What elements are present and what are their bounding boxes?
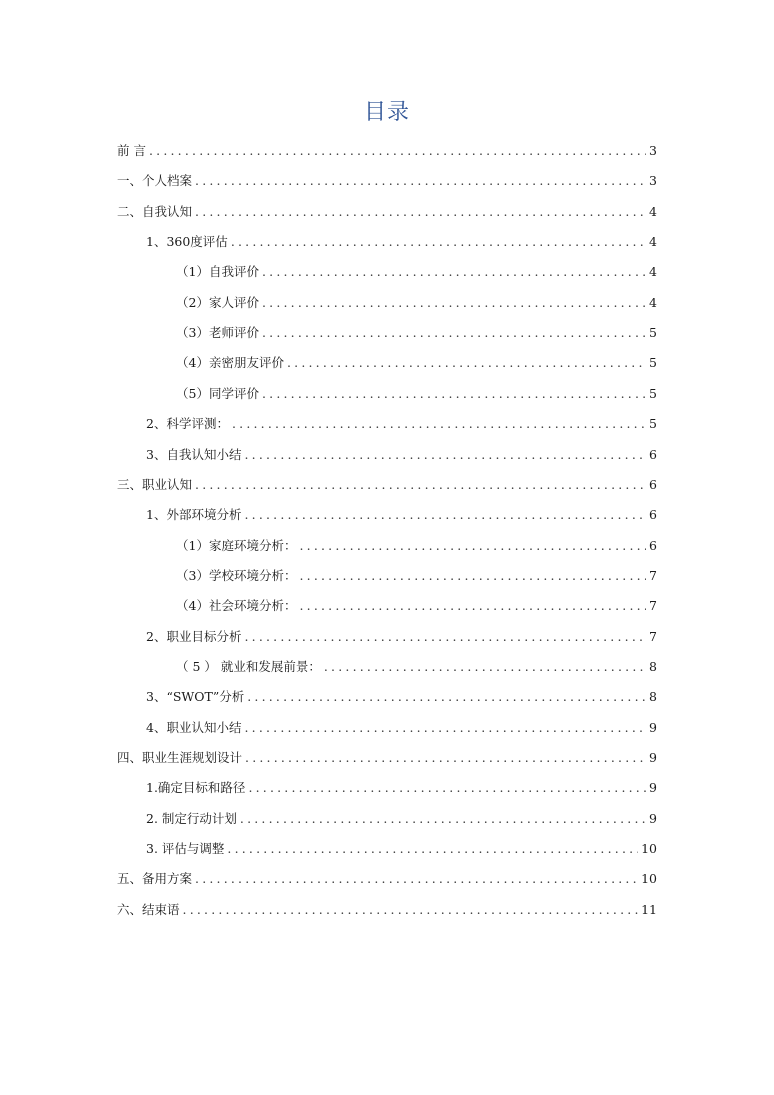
toc-entry-label: （1）家庭环境分析： xyxy=(176,538,297,553)
toc-entry-label: （5）同学评价 xyxy=(176,386,259,401)
toc-entry[interactable] xyxy=(176,536,657,556)
toc-entry-page-number: 9 xyxy=(649,750,657,765)
toc-entry-label: 1、360度评估 xyxy=(146,234,228,249)
toc-dot-leader xyxy=(262,323,646,343)
toc-entry-label: （1）自我评价 xyxy=(176,264,259,279)
toc-dot-leader xyxy=(195,869,638,889)
toc-dot-leader xyxy=(287,353,646,373)
toc-entry[interactable] xyxy=(117,475,657,495)
toc-dot-leader xyxy=(262,384,646,404)
toc-entry-page-number: 5 xyxy=(649,325,657,340)
toc-dot-leader xyxy=(240,809,646,829)
toc-dot-leader xyxy=(149,141,646,161)
toc-entry[interactable] xyxy=(176,596,657,616)
toc-dot-leader xyxy=(244,718,646,738)
toc-entry-label: （3）学校环境分析： xyxy=(176,568,297,583)
toc-entry[interactable] xyxy=(117,748,657,768)
toc-entry[interactable] xyxy=(176,384,657,404)
toc-entry[interactable] xyxy=(176,293,657,313)
toc-entry[interactable] xyxy=(146,687,657,707)
toc-entry[interactable] xyxy=(117,171,657,191)
toc-entry-page-number: 7 xyxy=(649,629,657,644)
toc-entry-label: 一、个人档案 xyxy=(117,173,193,188)
toc-entry-page-number: 9 xyxy=(649,780,657,795)
toc-entry-page-number: 6 xyxy=(649,538,657,553)
toc-dot-leader xyxy=(262,262,646,282)
toc-entry-page-number: 10 xyxy=(641,871,657,886)
toc-dot-leader xyxy=(248,778,646,798)
toc-entry-label: 1、外部环境分析 xyxy=(146,507,242,522)
toc-entry-page-number: 8 xyxy=(649,689,657,704)
toc-dot-leader xyxy=(247,687,646,707)
toc-entry-page-number: 3 xyxy=(649,173,657,188)
toc-title: 目录 xyxy=(363,100,410,125)
toc-entry-label: 2、职业目标分析 xyxy=(146,629,242,644)
toc-entry-page-number: 3 xyxy=(649,143,657,158)
toc-dot-leader xyxy=(262,293,646,313)
toc-entry-page-number: 7 xyxy=(649,568,657,583)
toc-entry-label: 3. 评估与调整 xyxy=(146,841,225,856)
toc-entry-label: 四、职业生涯规划设计 xyxy=(117,750,243,765)
toc-dot-leader xyxy=(324,657,646,677)
toc-entry-page-number: 4 xyxy=(649,234,657,249)
toc-entry[interactable] xyxy=(146,627,657,647)
toc-entry[interactable] xyxy=(176,262,657,282)
toc-entry[interactable] xyxy=(117,869,657,889)
toc-entry[interactable] xyxy=(176,353,657,373)
toc-entry-label: 前 言 xyxy=(117,143,146,158)
toc-dot-leader xyxy=(183,900,639,920)
toc-entry-label: （2）家人评价 xyxy=(176,295,259,310)
toc-dot-leader xyxy=(244,627,646,647)
toc-entry-page-number: 6 xyxy=(649,447,657,462)
toc-entry-label: 五、备用方案 xyxy=(117,871,193,886)
toc-dot-leader xyxy=(299,596,646,616)
toc-dot-leader xyxy=(195,171,646,191)
toc-entry-page-number: 6 xyxy=(649,477,657,492)
toc-entry-page-number: 9 xyxy=(649,811,657,826)
toc-entry-label: （4）社会环境分析： xyxy=(176,598,297,613)
toc-entry-page-number: 10 xyxy=(641,841,657,856)
toc-dot-leader xyxy=(195,475,646,495)
toc-entry[interactable] xyxy=(117,900,657,920)
toc-dot-leader xyxy=(299,536,646,556)
toc-entry-page-number: 5 xyxy=(649,386,657,401)
toc-entry[interactable] xyxy=(146,809,657,829)
toc-entry[interactable] xyxy=(117,202,657,222)
toc-entry[interactable] xyxy=(146,839,657,859)
toc-entry-label: 2、科学评测： xyxy=(146,416,229,431)
toc-entry-label: 2. 制定行动计划 xyxy=(146,811,237,826)
toc-entry-label: （ 5 ） 就业和发展前景： xyxy=(176,659,321,674)
toc-entry-label: 4、职业认知小结 xyxy=(146,720,242,735)
toc-dot-leader xyxy=(232,414,646,434)
toc-entry-label: 1.确定目标和路径 xyxy=(146,780,246,795)
toc-entry-page-number: 4 xyxy=(649,204,657,219)
toc-dot-leader xyxy=(299,566,646,586)
toc-entry[interactable] xyxy=(146,414,657,434)
toc-entry-page-number: 9 xyxy=(649,720,657,735)
toc-entry-label: 六、结束语 xyxy=(117,902,180,917)
toc-dot-leader xyxy=(195,202,646,222)
toc-entry-page-number: 8 xyxy=(649,659,657,674)
toc-entry[interactable] xyxy=(146,778,657,798)
toc-dot-leader xyxy=(245,748,646,768)
toc-entry-label: 3、“SWOT”分析 xyxy=(146,689,245,704)
toc-dot-leader xyxy=(231,232,646,252)
toc-entry[interactable] xyxy=(176,657,657,677)
toc-entry-page-number: 4 xyxy=(649,264,657,279)
toc-entry[interactable] xyxy=(117,141,657,161)
toc-entry-page-number: 4 xyxy=(649,295,657,310)
toc-entry-page-number: 11 xyxy=(641,902,657,917)
toc-entry-page-number: 6 xyxy=(649,507,657,522)
toc-entry[interactable] xyxy=(146,505,657,525)
toc-entry[interactable] xyxy=(146,232,657,252)
toc-dot-leader xyxy=(227,839,638,859)
toc-entry-page-number: 7 xyxy=(649,598,657,613)
toc-dot-leader xyxy=(244,445,646,465)
toc-entry-page-number: 5 xyxy=(649,355,657,370)
toc-entry-page-number: 5 xyxy=(649,416,657,431)
toc-entry[interactable] xyxy=(146,718,657,738)
toc-entry-label: 三、职业认知 xyxy=(117,477,193,492)
toc-entry-label: （3）老师评价 xyxy=(176,325,259,340)
toc-entry-label: 二、自我认知 xyxy=(117,204,193,219)
toc-entry[interactable] xyxy=(146,445,657,465)
toc-entry-label: （4）亲密朋友评价 xyxy=(176,355,284,370)
toc-entry[interactable] xyxy=(176,323,657,343)
toc-dot-leader xyxy=(244,505,646,525)
toc-entry[interactable] xyxy=(176,566,657,586)
toc-entry-label: 3、自我认知小结 xyxy=(146,447,242,462)
